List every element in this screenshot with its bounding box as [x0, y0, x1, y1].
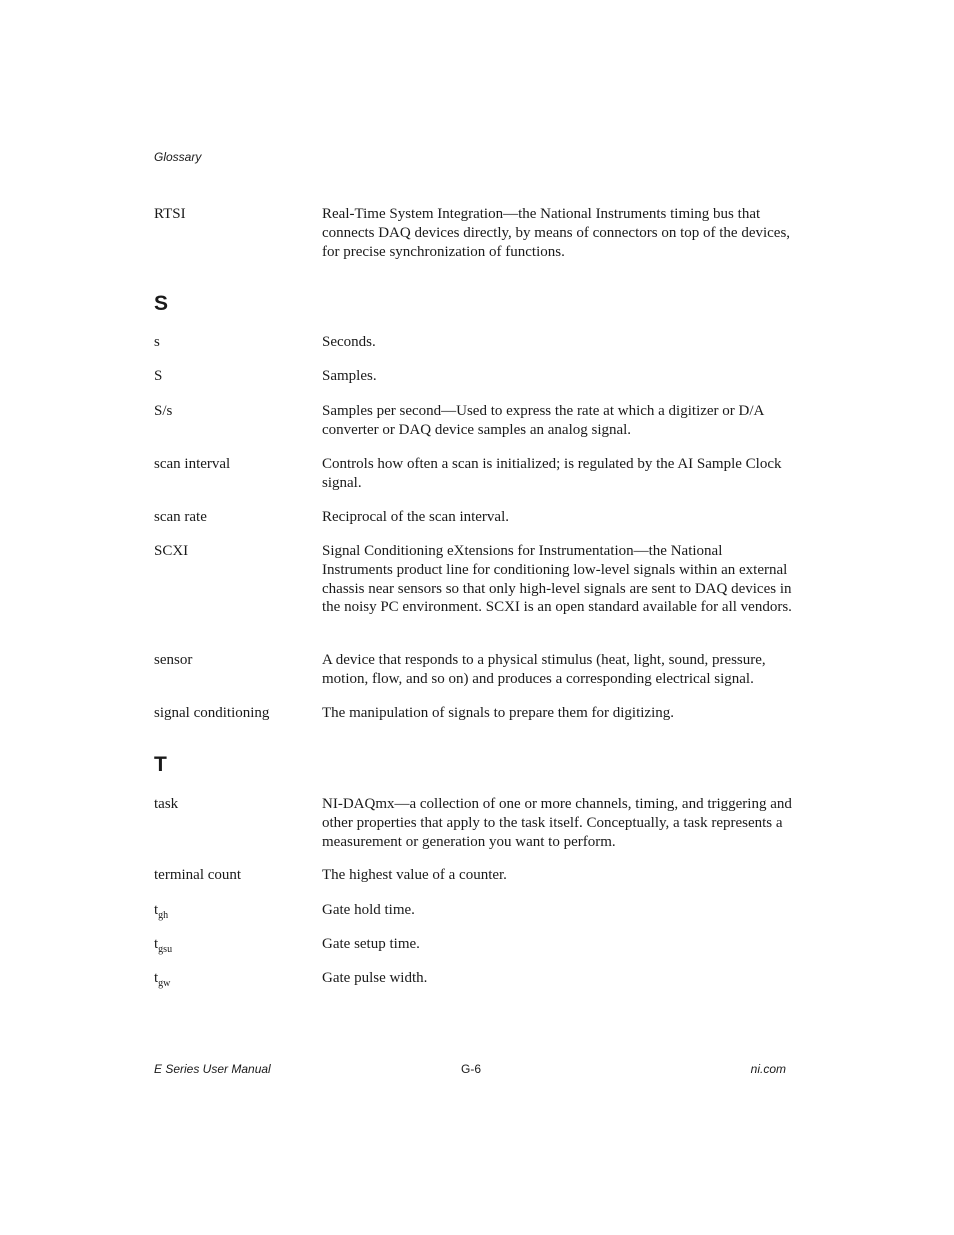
glossary-term: SCXI — [154, 543, 189, 559]
glossary-definition: Gate setup time. — [322, 936, 420, 952]
glossary-definition: Gate hold time. — [322, 902, 415, 918]
glossary-definition: Reciprocal of the scan interval. — [322, 509, 510, 525]
glossary-term: S/s — [154, 403, 173, 419]
glossary-definition: Seconds. — [322, 334, 376, 350]
term-subscript: gw — [158, 978, 171, 989]
term-base: t — [154, 902, 159, 918]
glossary-definition: Signal Conditioning eXtensions for Instrumentation—the National Instruments product line for conditioning low-level signals within an external chassis near sensors so that only high-level signals are sent to DAQ devices in the noisy PC environment. SCXI is an open standard available for all vendors. — [322, 543, 792, 616]
glossary-definition: The manipulation of signals to prepare them for digitizing. — [322, 705, 674, 721]
glossary-term: scan interval — [154, 456, 231, 472]
running-header: Glossary — [154, 150, 202, 164]
glossary-term — [154, 901, 314, 920]
glossary-term: signal conditioning — [154, 705, 270, 721]
glossary-term — [154, 935, 314, 954]
glossary-term: RTSI — [154, 206, 186, 222]
glossary-definition: Gate pulse width. — [322, 970, 428, 986]
glossary-term: task — [154, 796, 179, 812]
glossary-term: S — [154, 368, 163, 384]
term-base: t — [154, 970, 159, 986]
glossary-term: sensor — [154, 652, 193, 668]
glossary-definition: The highest value of a counter. — [322, 867, 507, 883]
glossary-term: terminal count — [154, 867, 242, 883]
glossary-term: scan rate — [154, 509, 207, 525]
glossary-definition: Controls how often a scan is initialized; is regulated by the AI Sample Clock signal. — [322, 456, 782, 491]
glossary-definition: Samples. — [322, 368, 377, 384]
glossary-definition: NI-DAQmx—a collection of one or more channels, timing, and triggering and other properties that apply to the task itself. Conceptually, a task represents a measurement or generation you want to perform. — [322, 796, 792, 850]
footer-page-number: G-6 — [461, 1062, 482, 1076]
glossary-term — [154, 969, 314, 988]
section-heading-t: T — [154, 753, 167, 776]
glossary-definition: Samples per second—Used to express the rate at which a digitizer or D/A converter or DAQ device samples an analog signal. — [322, 403, 764, 438]
section-heading-s: S — [154, 292, 169, 315]
term-base: t — [154, 936, 159, 952]
glossary-definition: A device that responds to a physical stimulus (heat, light, sound, pressure, motion, flow, and so on) and produces a corresponding electrical signal. — [322, 652, 766, 687]
footer-website: ni.com — [750, 1062, 786, 1076]
footer-manual-title: E Series User Manual — [154, 1062, 271, 1076]
term-subscript: gh — [158, 910, 169, 921]
term-subscript: gsu — [158, 944, 173, 955]
glossary-term: s — [154, 334, 160, 350]
glossary-definition: Real-Time System Integration—the National Instruments timing bus that connects DAQ devices directly, by means of connectors on top of the devices, for precise synchronization of functions. — [322, 206, 791, 260]
